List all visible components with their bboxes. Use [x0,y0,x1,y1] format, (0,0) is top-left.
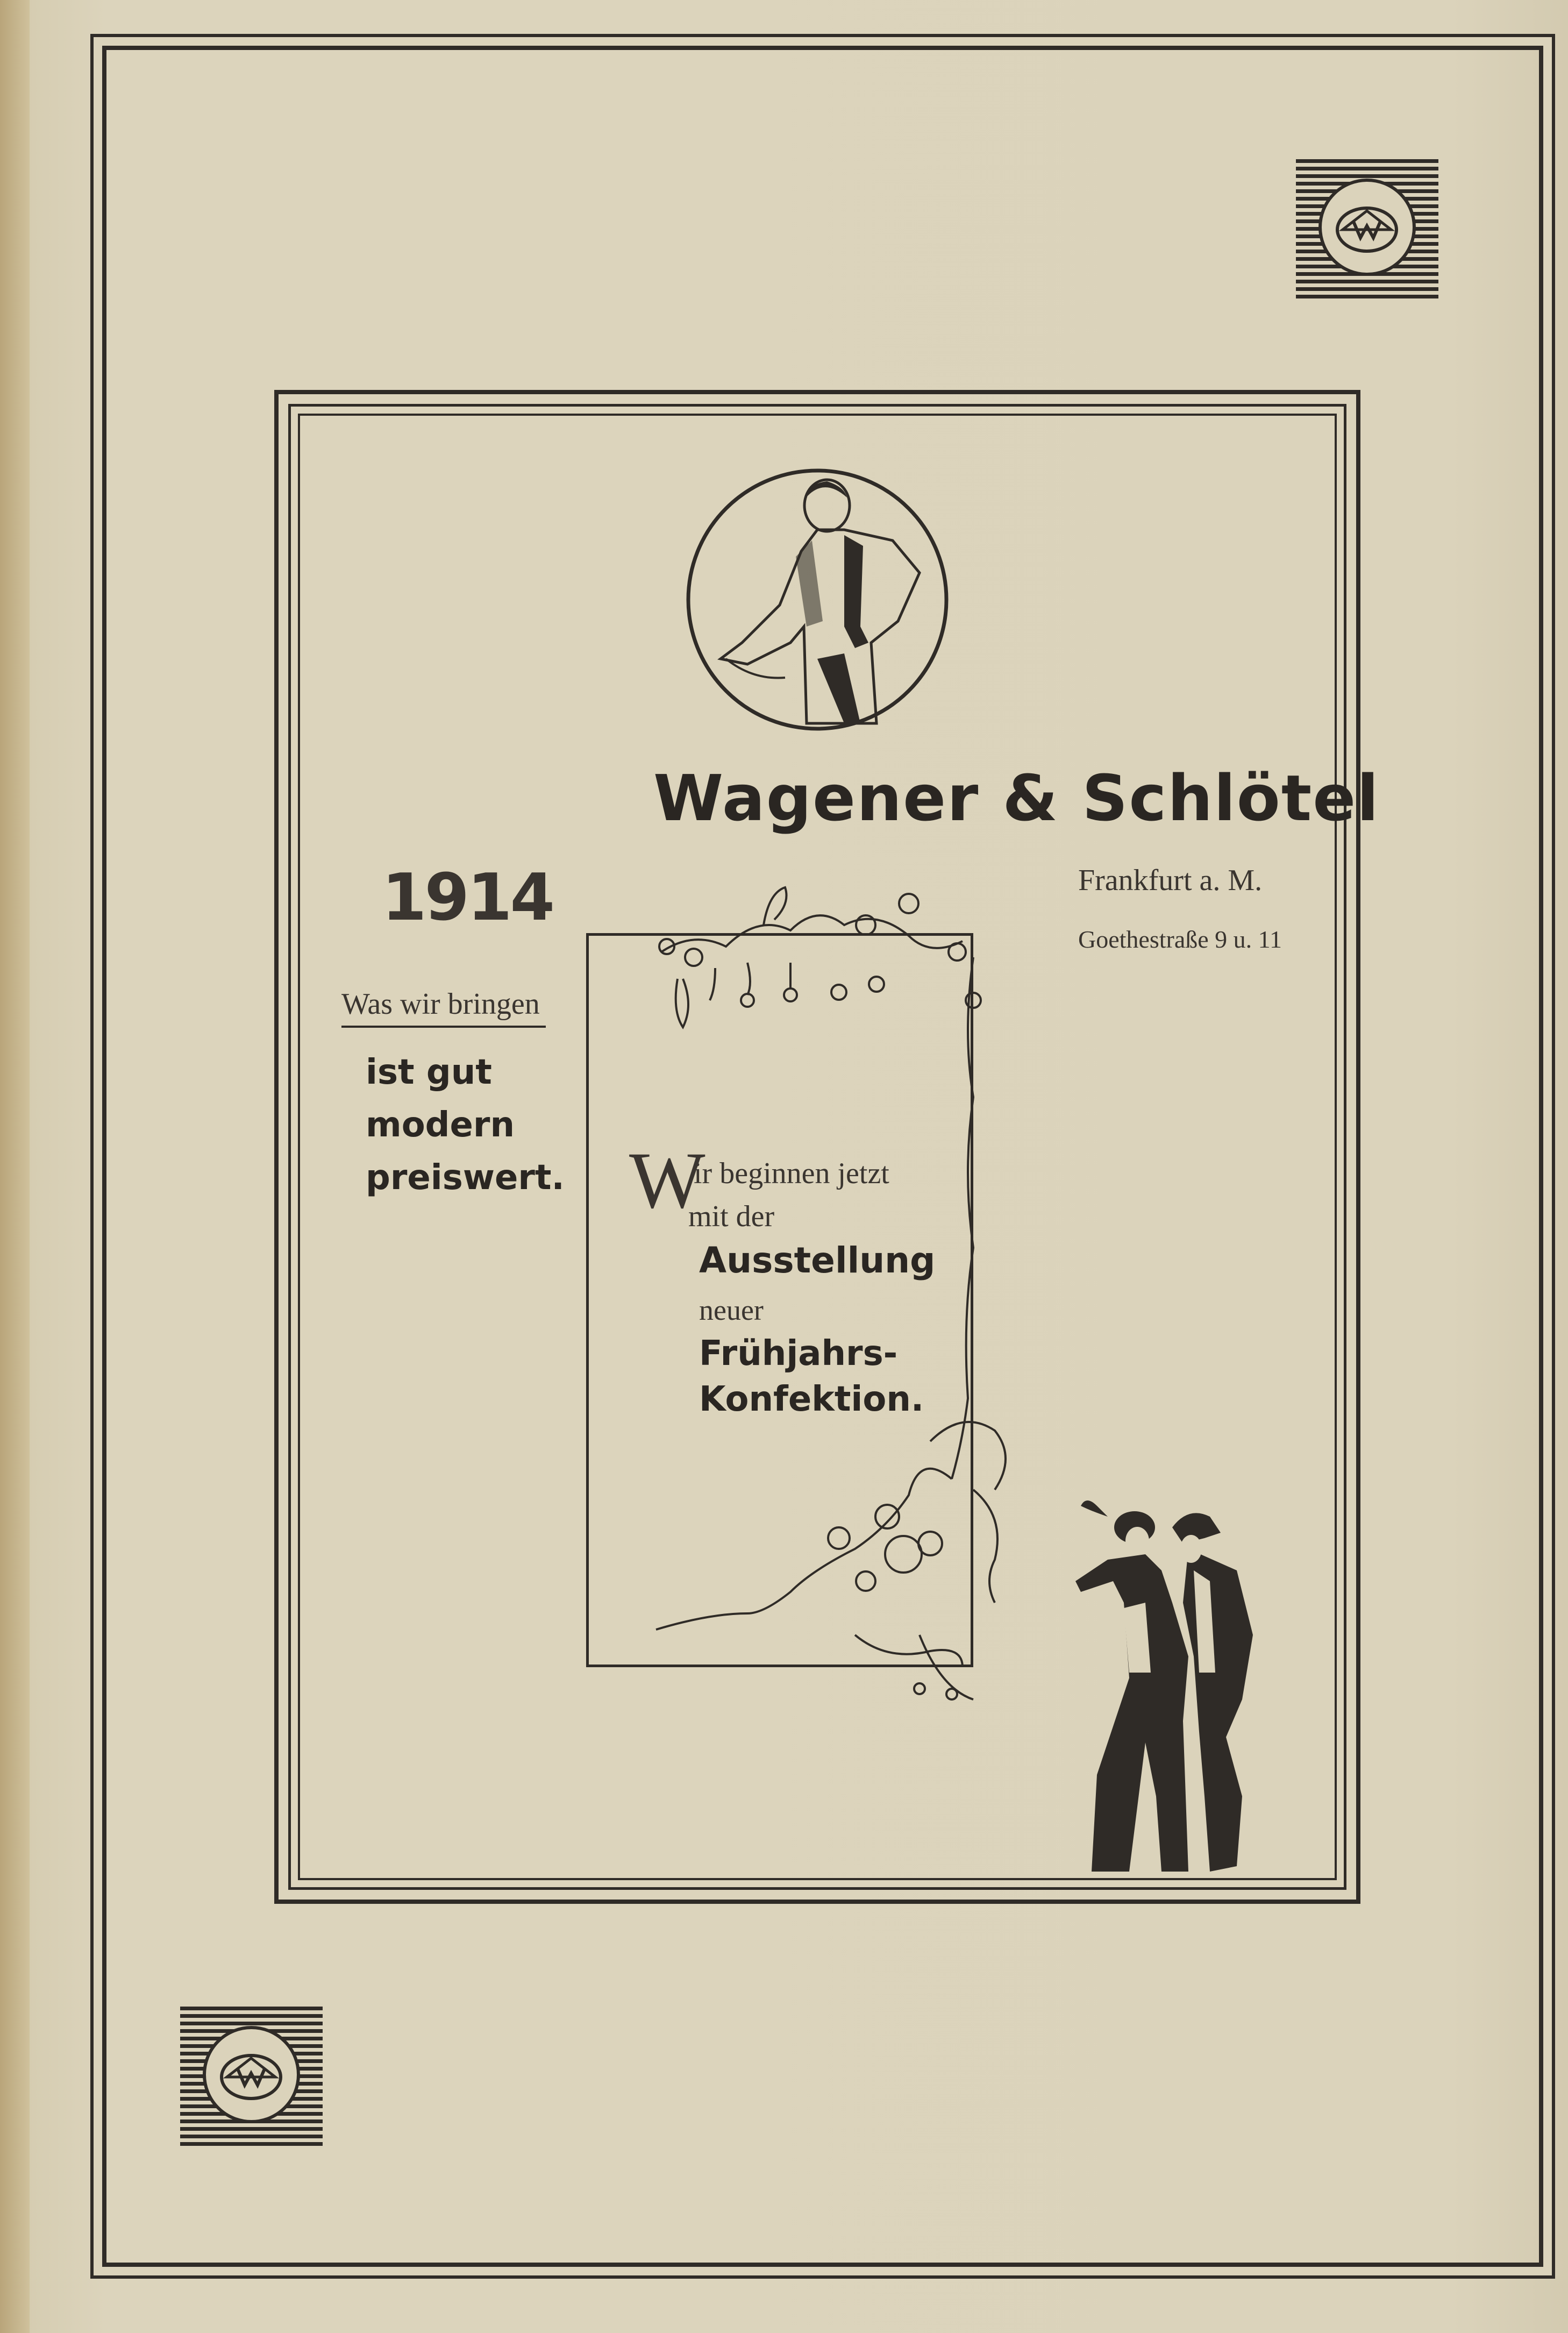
announcement-line: Ausstellung [699,1240,936,1281]
seal-bottom-icon [180,2003,323,2146]
announcement-line: Konfektion. [699,1379,924,1419]
bring-heading: Was wir bringen [341,987,546,1028]
announcement-line: Frühjahrs- [699,1334,898,1374]
qualities-list [366,1046,565,1204]
quality-item: modern [366,1105,515,1145]
announcement-line: neuer [699,1294,764,1326]
woman-portrait-illustration [683,465,952,734]
floral-vine-ornament [586,871,1049,1742]
city-line: Frankfurt a. M. [1078,864,1263,897]
couple-illustration [1065,1495,1264,1882]
quality-item: ist gut [366,1052,492,1092]
announcement-line: ir beginnen jetzt [694,1157,889,1190]
year-heading: 1914 [382,860,553,935]
quality-item: preiswert. [366,1158,565,1198]
announcement-line: mit der [688,1200,775,1233]
announcement-dropcap: W [629,1136,705,1225]
seal-top-icon [1296,156,1438,298]
firm-name: Wagener & Schlötel [653,761,1380,835]
page-binding-edge [0,0,30,2333]
street-address: Goethestraße 9 u. 11 [1078,926,1282,953]
